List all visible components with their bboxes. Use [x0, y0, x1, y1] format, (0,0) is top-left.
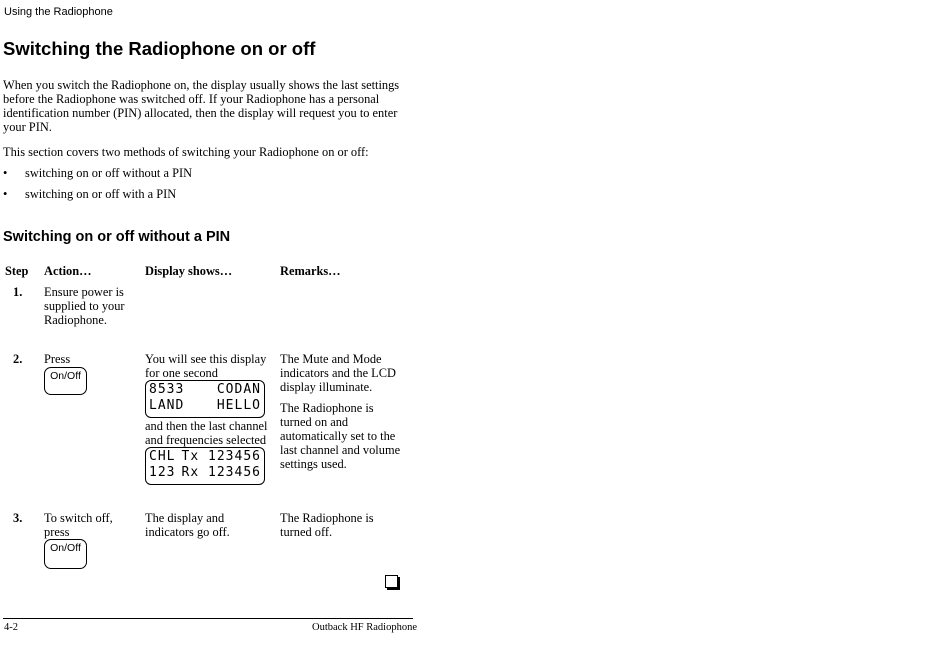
lcd-display-startup — [145, 380, 265, 418]
bullet-text: switching on or off with a PIN — [25, 187, 177, 201]
step-number: 2. — [13, 352, 23, 366]
step-action: Press — [44, 352, 71, 366]
intro-paragraph: When you switch the Radiophone on, the display usually shows the last settings before the Radiophone was switched off. If your Radiophone has a personal identification number (PIN) allocated, then the display will request you to enter your PIN. — [3, 78, 400, 134]
column-header-display: Display shows… — [145, 264, 233, 278]
step-number: 1. — [13, 285, 23, 299]
lcd-text: 123 — [149, 465, 176, 480]
column-header-step: Step — [5, 264, 29, 278]
display-description: and then the last channel and frequencies selected — [145, 419, 268, 447]
lcd-text: CHL — [149, 449, 176, 464]
page-title: Switching the Radiophone on or off — [3, 38, 316, 59]
running-head: Using the Radiophone — [4, 6, 113, 18]
display-description: You will see this display for one second — [145, 352, 267, 380]
bullet-symbol: • — [3, 187, 8, 201]
column-header-action: Action… — [44, 264, 92, 278]
bullet-symbol: • — [3, 166, 8, 180]
lcd-text: Tx 123456 — [181, 449, 261, 464]
lcd-display-channel — [145, 447, 265, 485]
step-remark: The Radiophone is turned on and automatically set to the last channel and volume settings used. — [280, 401, 401, 471]
step-remark: The Radiophone is turned off. — [280, 511, 374, 539]
footer-product-name: Outback HF Radiophone — [312, 622, 417, 633]
lcd-text: 8533 — [149, 382, 185, 397]
end-of-section-icon — [385, 575, 398, 588]
lcd-text: Rx 123456 — [181, 465, 261, 480]
display-description: The display and indicators go off. — [145, 511, 230, 539]
step-action: To switch off, press — [44, 511, 113, 539]
lcd-text: LAND — [149, 398, 185, 413]
page-number: 4-2 — [4, 622, 18, 633]
section-heading: Switching on or off without a PIN — [3, 229, 231, 245]
on-off-key-icon: On/Off — [44, 367, 87, 395]
footer-divider — [3, 618, 413, 619]
step-action: Ensure power is supplied to your Radiophone. — [44, 285, 125, 327]
bullet-text: switching on or off without a PIN — [25, 166, 193, 180]
step-number: 3. — [13, 511, 23, 525]
lcd-text: CODAN — [216, 382, 261, 397]
methods-paragraph: This section covers two methods of switching your Radiophone on or off: — [3, 145, 369, 159]
step-remark: The Mute and Mode indicators and the LCD display illuminate. — [280, 352, 396, 394]
on-off-key-icon: On/Off — [44, 539, 87, 569]
column-header-remarks: Remarks… — [280, 264, 341, 278]
lcd-text: HELLO — [216, 398, 261, 413]
